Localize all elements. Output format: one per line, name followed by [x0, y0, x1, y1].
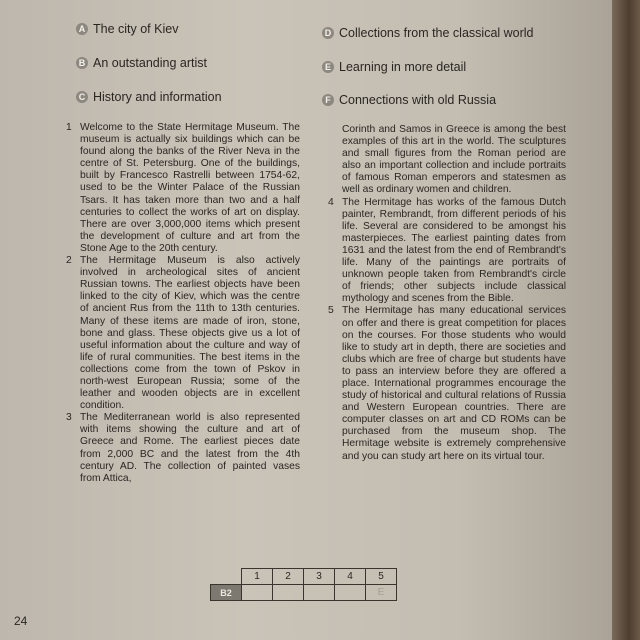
option-letter: D	[322, 27, 334, 39]
paragraph-text: Welcome to the State Hermitage Museum. The museum is actually six buildings which can be found along the banks of the River Neva in the centre of St. Petersburg. One of the buildings, built by Francesco Rastrelli between 1754-62, used to be the Winter Palace of the Russian Tsars. It has taken more than two and a half centuries to collect the works of art on display. There are over 3,000,000 items which present the development of culture and art from the Stone Age to the 20th century.	[80, 122, 300, 254]
option-letter: A	[76, 23, 88, 35]
paragraph-text: The Hermitage has many educational services on offer and there is great competition for places on the courses. For those students who would like to study art in depth, there are societies and clubs which are free of charge but students have to pass an interview before they are offered a place. International programmes encourage the study of historical and cultural relations of Russia and Western European countries. There are computer classes on art and CD ROMs can be purchased from the museum shop. The Hermitage website is extremely comprehensive and you can study art here on its virtual tour.	[342, 305, 566, 462]
paragraph-5	[328, 305, 566, 462]
paragraph-text: The Hermitage Museum is also actively involved in archeological sites of ancient Russian towns. The earliest objects have been linked to the city of Kiev, which was the centre of ancient Rus from the 11th to 13th centuries. Many of these items are made of iron, stone, bone and glass. These objects give us a lot of useful information about the culture and way of life of rural communities. The best items in the collections come from the town of Pskov in north-west European Russia; some of the leather and wooden objects are in excellent condition.	[80, 255, 300, 412]
paragraph-number: 5	[328, 305, 334, 317]
option-text: An outstanding artist	[93, 56, 207, 70]
text-column-left	[66, 122, 300, 485]
option-e	[322, 60, 466, 74]
paragraph-4	[328, 197, 566, 306]
answer-header-1: 1	[242, 569, 273, 585]
option-text: Collections from the classical world	[339, 26, 534, 40]
answer-cell-4[interactable]	[335, 585, 366, 601]
paragraph-number: 4	[328, 196, 334, 208]
option-letter: E	[322, 61, 334, 73]
option-d	[322, 26, 534, 40]
option-c	[76, 90, 222, 104]
answer-cell-5[interactable]: E	[366, 585, 397, 601]
answer-table-corner	[211, 569, 242, 585]
paragraph-text: Corinth and Samos in Greece is among the best examples of this art in the world. The sculptures and small figures from the Roman period are also an important collection and include portraits of famous Roman emperors and statesmen as well as ordinary women and children.	[342, 124, 566, 196]
answer-table-answer-row	[211, 585, 397, 601]
page-number: 24	[14, 614, 28, 628]
answer-cell-2[interactable]	[273, 585, 304, 601]
option-text: Learning in more detail	[339, 60, 467, 74]
answer-header-5: 5	[366, 569, 397, 585]
paragraph-number: 2	[66, 255, 72, 267]
paragraph-number: 3	[66, 412, 72, 424]
option-text: History and information	[93, 90, 222, 104]
option-letter: F	[322, 94, 334, 106]
answer-header-3: 3	[304, 569, 335, 585]
paragraph-1	[66, 122, 300, 255]
option-b	[76, 56, 207, 70]
answer-table-header-row	[211, 569, 397, 585]
paragraph-2	[66, 255, 300, 412]
paragraph-3	[66, 412, 300, 485]
answer-table-tag: B2	[211, 585, 242, 601]
answer-table	[210, 568, 397, 601]
paragraph-text: The Mediterranean world is also represented with items showing the culture and art of Greece and Rome. The earliest pieces date from 2,000 BC and the latest from the 4th century AD. The collection of painted vases from Attica,	[80, 412, 300, 484]
page-edge-background	[612, 0, 640, 640]
paragraph-number: 1	[66, 122, 72, 133]
option-a	[76, 22, 178, 36]
answer-header-4: 4	[335, 569, 366, 585]
paragraph-3-continued	[328, 124, 566, 197]
option-letter: C	[76, 91, 88, 103]
text-column-right	[328, 124, 566, 463]
answer-header-2: 2	[273, 569, 304, 585]
answer-cell-1[interactable]	[242, 585, 273, 601]
paragraph-text: The Hermitage has works of the famous Dutch painter, Rembrandt, from different periods of his life. Several are considered to be amongst his masterpieces. The earliest painting dates from 1631 and the latest from the end of Rembrandt's life. Many of the paintings are portraits of unknown people taken from Rembrandt's circle of friends; other subjects include classical mythology and scenes from the Bible.	[342, 196, 566, 305]
answer-cell-3[interactable]	[304, 585, 335, 601]
option-text: The city of Kiev	[93, 22, 179, 36]
option-f	[322, 93, 496, 107]
option-text: Connections with old Russia	[339, 93, 497, 107]
option-letter: B	[76, 57, 88, 69]
